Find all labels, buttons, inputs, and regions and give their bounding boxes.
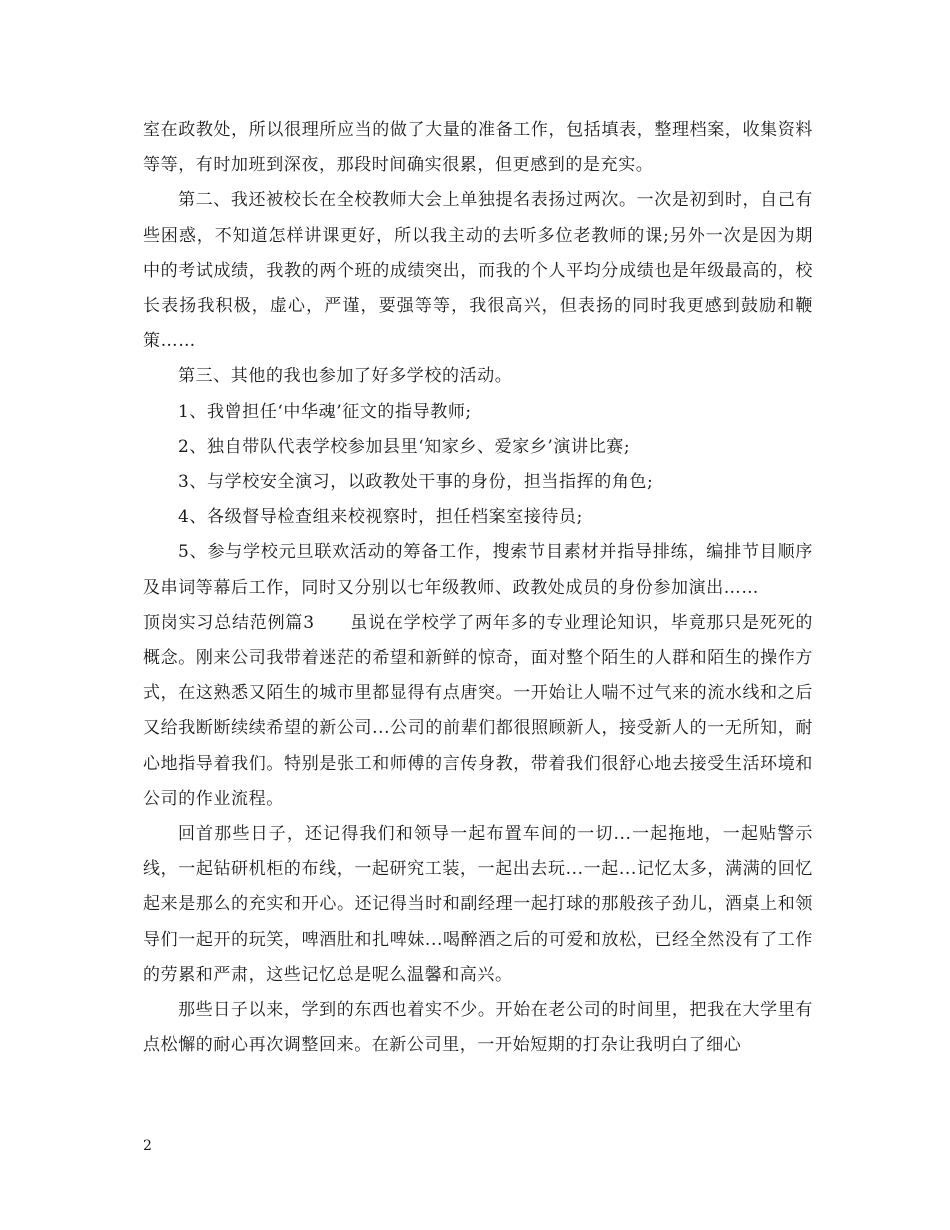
list-item-3: 3、与学校安全演习，以政教处干事的身份，担当指挥的角色;: [178, 472, 654, 493]
document-body: [143, 113, 813, 1063]
paragraph-5: 那些日子以来，学到的东西也着实不少。开始在老公司的时间里，把我在大学里有点松懈的耐心再次调整回来。在新公司里，一开始短期的打杂让我明白了细心: [143, 1000, 813, 1056]
list-item-2: 2、独自带队代表学校参加县里‘知家乡、爱家乡’演讲比赛;: [178, 436, 631, 457]
list-item-4: 4、各级督导检查组来校视察时，担任档案室接待员;: [178, 507, 583, 528]
list-item-5: 5、参与学校元旦联欢活动的筹备工作，搜索节目素材并指导排练，编排节目顺序及串词等幕后工作，同时又分别以七年级教师、政教处成员的身份参加演出……: [143, 542, 813, 598]
page-number: 2: [143, 1138, 152, 1154]
section-heading-paragraph: 顶岗实习总结范例篇3 虽说在学校学了两年多的专业理论知识，毕竟那只是死死的概念。刚来公司我带着迷茫的希望和新鲜的惊奇，面对整个陌生的人群和陌生的操作方式，在这熟悉又陌生的城市里都显得有点唐突。一开始让人喘不过气来的流水线和之后又给我断断续续希望的新公司...公司的前辈们都很照顾新人，接受新人的一无所知，耐心地指导着我们。特别是张工和师傅的言传身教，带着我们很舒心地去接受生活环境和公司的作业流程。: [143, 612, 813, 809]
paragraph-3: 第三、其他的我也参加了好多学校的活动。: [178, 366, 513, 387]
paragraph-2: 第二、我还被校长在全校教师大会上单独提名表扬过两次。一次是初到时，自己有些困惑，不知道怎样讲课更好，所以我主动的去听多位老教师的课;另外一次是因为期中的考试成绩，我教的两个班的成绩突出，而我的个人平均分成绩也是年级最高的，校长表扬我积极，虚心，严谨，要强等等，我很高兴，但表扬的同时我更感到鼓励和鞭策……: [143, 190, 813, 352]
paragraph-4: 回首那些日子，还记得我们和领导一起布置车间的一切...一起拖地，一起贴警示线，一起钻研机柜的布线，一起研究工装，一起出去玩...一起...记忆太多，满满的回忆起来是那么的充实和开心。还记得当时和副经理一起打球的那般孩子劲儿，酒桌上和领导们一起开的玩笑，啤酒肚和扎啤妹...喝醉酒之后的可爱和放松，已经全然没有了工作的劳累和严肃，这些记忆总是呢么温馨和高兴。: [143, 824, 813, 985]
paragraph-1: 室在政教处，所以很理所应当的做了大量的准备工作，包括填表，整理档案，收集资料等等，有时加班到深夜，那段时间确实很累，但更感到的是充实。: [143, 120, 813, 176]
list-item-1: 1、我曾担任‘中华魂’征文的指导教师;: [178, 401, 472, 422]
